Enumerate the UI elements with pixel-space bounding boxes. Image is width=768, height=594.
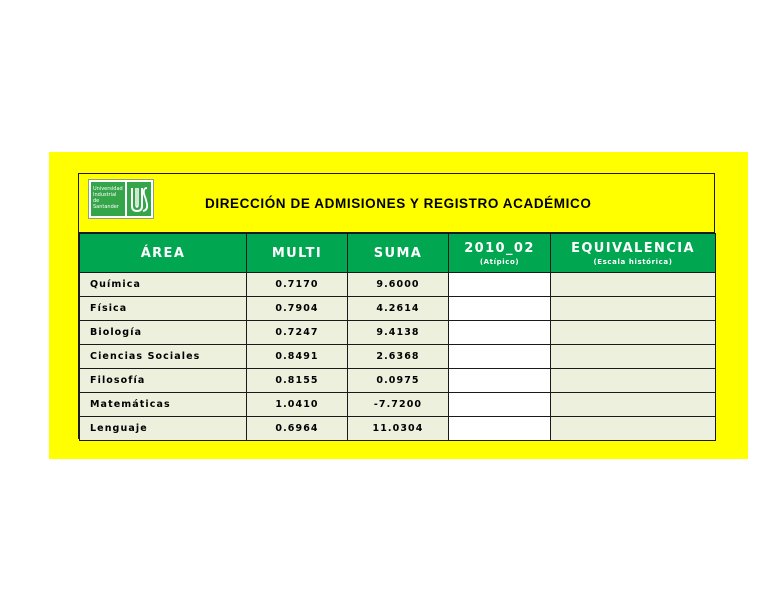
column-header-area: ÁREA [80, 234, 247, 273]
suma-cell: 11.0304 [348, 417, 449, 441]
report-title: DIRECCIÓN DE ADMISIONES Y REGISTRO ACADÉMICO [205, 196, 592, 211]
equivalencia-cell [551, 417, 716, 441]
yellow-panel [49, 152, 748, 459]
equivalencia-cell [551, 273, 716, 297]
logo-text-block [91, 182, 125, 216]
logo-mark-icon [127, 182, 151, 216]
equivalencia-cell [551, 345, 716, 369]
multi-cell: 0.7904 [247, 297, 348, 321]
suma-cell: -7.7200 [348, 393, 449, 417]
table-row [80, 321, 716, 345]
table-row [80, 345, 716, 369]
multi-cell: 0.8491 [247, 345, 348, 369]
multi-cell: 0.7247 [247, 321, 348, 345]
multi-cell: 0.8155 [247, 369, 348, 393]
university-logo [88, 179, 154, 219]
atipico-cell [449, 345, 551, 369]
suma-cell: 0.0975 [348, 369, 449, 393]
column-header-multi: MULTI [247, 234, 348, 273]
suma-cell: 9.4138 [348, 321, 449, 345]
equivalencia-cell [551, 321, 716, 345]
table-header-row [80, 234, 716, 273]
logo-line-3: Santander [93, 204, 119, 210]
area-cell: Física [80, 297, 247, 321]
area-cell: Ciencias Sociales [80, 345, 247, 369]
area-cell: Lenguaje [80, 417, 247, 441]
scores-table [79, 233, 716, 441]
column-header-suma: SUMA [348, 234, 449, 273]
column-header-2010-02: 2010_02 (Atípico) [449, 234, 551, 273]
suma-cell: 2.6368 [348, 345, 449, 369]
atipico-cell [449, 417, 551, 441]
suma-cell: 9.6000 [348, 273, 449, 297]
report-frame [78, 173, 715, 439]
table-row [80, 393, 716, 417]
equivalencia-cell [551, 393, 716, 417]
column-header-equivalencia: EQUIVALENCIA (Escala histórica) [551, 234, 716, 273]
equivalencia-cell [551, 369, 716, 393]
table-row [80, 273, 716, 297]
multi-cell: 0.6964 [247, 417, 348, 441]
logo-line-2: Industrial de [93, 192, 117, 204]
area-cell: Química [80, 273, 247, 297]
table-row [80, 369, 716, 393]
report-header [79, 174, 714, 233]
equivalencia-cell [551, 297, 716, 321]
table-row [80, 297, 716, 321]
area-cell: Biología [80, 321, 247, 345]
table-row [80, 417, 716, 441]
atipico-cell [449, 273, 551, 297]
atipico-cell [449, 297, 551, 321]
atipico-cell [449, 393, 551, 417]
logo-line-1: Universidad [93, 186, 123, 192]
area-cell: Matemáticas [80, 393, 247, 417]
suma-cell: 4.2614 [348, 297, 449, 321]
area-cell: Filosofía [80, 369, 247, 393]
atipico-cell [449, 321, 551, 345]
multi-cell: 1.0410 [247, 393, 348, 417]
multi-cell: 0.7170 [247, 273, 348, 297]
atipico-cell [449, 369, 551, 393]
